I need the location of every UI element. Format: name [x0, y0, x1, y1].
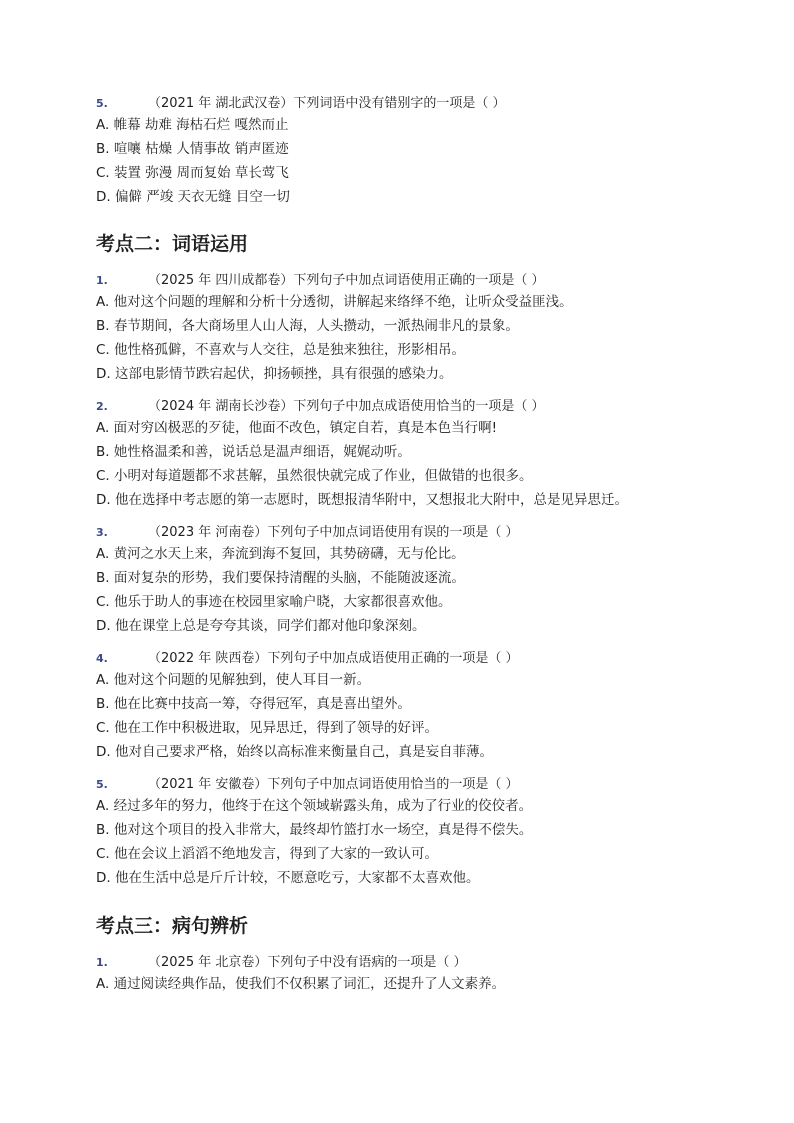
- option-c: C. 他在会议上滔滔不绝地发言，得到了大家的一致认可。: [96, 846, 439, 862]
- option-b: B. 面对复杂的形势，我们要保持清醒的头脑，不能随波逐流。: [96, 570, 465, 586]
- option-a: A. 面对穷凶极恶的歹徒，他面不改色，镇定自若，真是本色当行啊!: [96, 420, 497, 436]
- option-c: C. 他性格孤僻，不喜欢与人交往，总是独来独往，形影相吊。: [96, 342, 466, 358]
- option-d: D. 他在选择中考志愿的第一志愿时，既想报清华附中，又想报北大附中，总是见异思迁。: [96, 492, 628, 508]
- option-a: A. 他对这个问题的理解和分析十分透彻，讲解起来络绎不绝，让听众受益匪浅。: [96, 294, 573, 310]
- option-b: B. 春节期间，各大商场里人山人海，人头攒动，一派热闹非凡的景象。: [96, 318, 519, 334]
- question-stem: [96, 397, 736, 416]
- question-number: 2.: [96, 400, 108, 413]
- question-stem: [96, 523, 736, 542]
- option-c: C. 他在工作中积极进取，见异思迁，得到了领导的好评。: [96, 720, 439, 736]
- option-b: B. 喧嚷 枯燥 人情事故 销声匿迹: [96, 141, 289, 157]
- section-heading: 考点二：词语运用: [96, 233, 249, 255]
- option-d: D. 他对自己要求严格，始终以高标准来衡量自己，真是妄自菲薄。: [96, 744, 493, 760]
- question-number: 1.: [96, 274, 108, 287]
- option-d: D. 偏僻 严竣 天衣无缝 目空一切: [96, 189, 290, 205]
- option-c: C. 他乐于助人的事迹在校园里家喻户晓，大家都很喜欢他。: [96, 594, 452, 610]
- option-b: B. 他对这个项目的投入非常大，最终却竹篮打水一场空，真是得不偿失。: [96, 822, 533, 838]
- question: [96, 775, 736, 890]
- question-number: 3.: [96, 526, 108, 539]
- question: [96, 94, 736, 209]
- question-number: 4.: [96, 652, 108, 665]
- question-number: 5.: [96, 778, 108, 791]
- question-stem: [96, 775, 736, 794]
- document-content: [96, 94, 736, 1007]
- question-stem: [96, 953, 736, 972]
- question-stem: [96, 649, 736, 668]
- question-text: （2021 年 安徽卷）下列句子中加点词语使用恰当的一项是（ ）: [148, 777, 519, 792]
- question-stem: [96, 94, 736, 113]
- question-text: （2024 年 湖南长沙卷）下列句子中加点成语使用恰当的一项是（ ）: [148, 399, 545, 414]
- question: [96, 953, 736, 996]
- question-text: （2025 年 四川成都卷）下列句子中加点词语使用正确的一项是（ ）: [148, 273, 545, 288]
- option-c: C. 小明对每道题都不求甚解，虽然很快就完成了作业，但做错的也很多。: [96, 468, 533, 484]
- question-text: （2021 年 湖北武汉卷）下列词语中没有错别字的一项是（ ）: [148, 96, 506, 111]
- section-heading: 考点三：病句辨析: [96, 915, 249, 937]
- option-b: B. 她性格温柔和善，说话总是温声细语，娓娓动听。: [96, 444, 411, 460]
- question: [96, 271, 736, 386]
- option-a: A. 经过多年的努力，他终于在这个领域崭露头角，成为了行业的佼佼者。: [96, 798, 533, 814]
- question-text: （2023 年 河南卷）下列句子中加点词语使用有误的一项是（ ）: [148, 525, 519, 540]
- option-d: D. 他在课堂上总是夸夸其谈，同学们都对他印象深刻。: [96, 618, 426, 634]
- question-text: （2025 年 北京卷）下列句子中没有语病的一项是（ ）: [148, 955, 467, 970]
- option-a: A. 黄河之水天上来，奔流到海不复回，其势磅礴，无与伦比。: [96, 546, 465, 562]
- option-d: D. 他在生活中总是斤斤计较，不愿意吃亏，大家都不太喜欢他。: [96, 870, 480, 886]
- question-number: 1.: [96, 956, 108, 969]
- question: [96, 523, 736, 638]
- option-a: A. 帷幕 劫难 海枯石烂 嘎然而止: [96, 117, 289, 133]
- option-b: B. 他在比赛中技高一筹，夺得冠军，真是喜出望外。: [96, 696, 411, 712]
- question-text: （2022 年 陕西卷）下列句子中加点成语使用正确的一项是（ ）: [148, 651, 519, 666]
- option-a: A. 通过阅读经典作品，使我们不仅积累了词汇，还提升了人文素养。: [96, 976, 506, 992]
- question: [96, 649, 736, 764]
- option-c: C. 装置 弥漫 周而复始 草长莺飞: [96, 165, 289, 181]
- question-stem: [96, 271, 736, 290]
- question: [96, 397, 736, 512]
- question-number: 5.: [96, 97, 108, 110]
- option-a: A. 他对这个问题的见解独到，使人耳目一新。: [96, 672, 371, 688]
- option-d: D. 这部电影情节跌宕起伏，抑扬顿挫，具有很强的感染力。: [96, 366, 453, 382]
